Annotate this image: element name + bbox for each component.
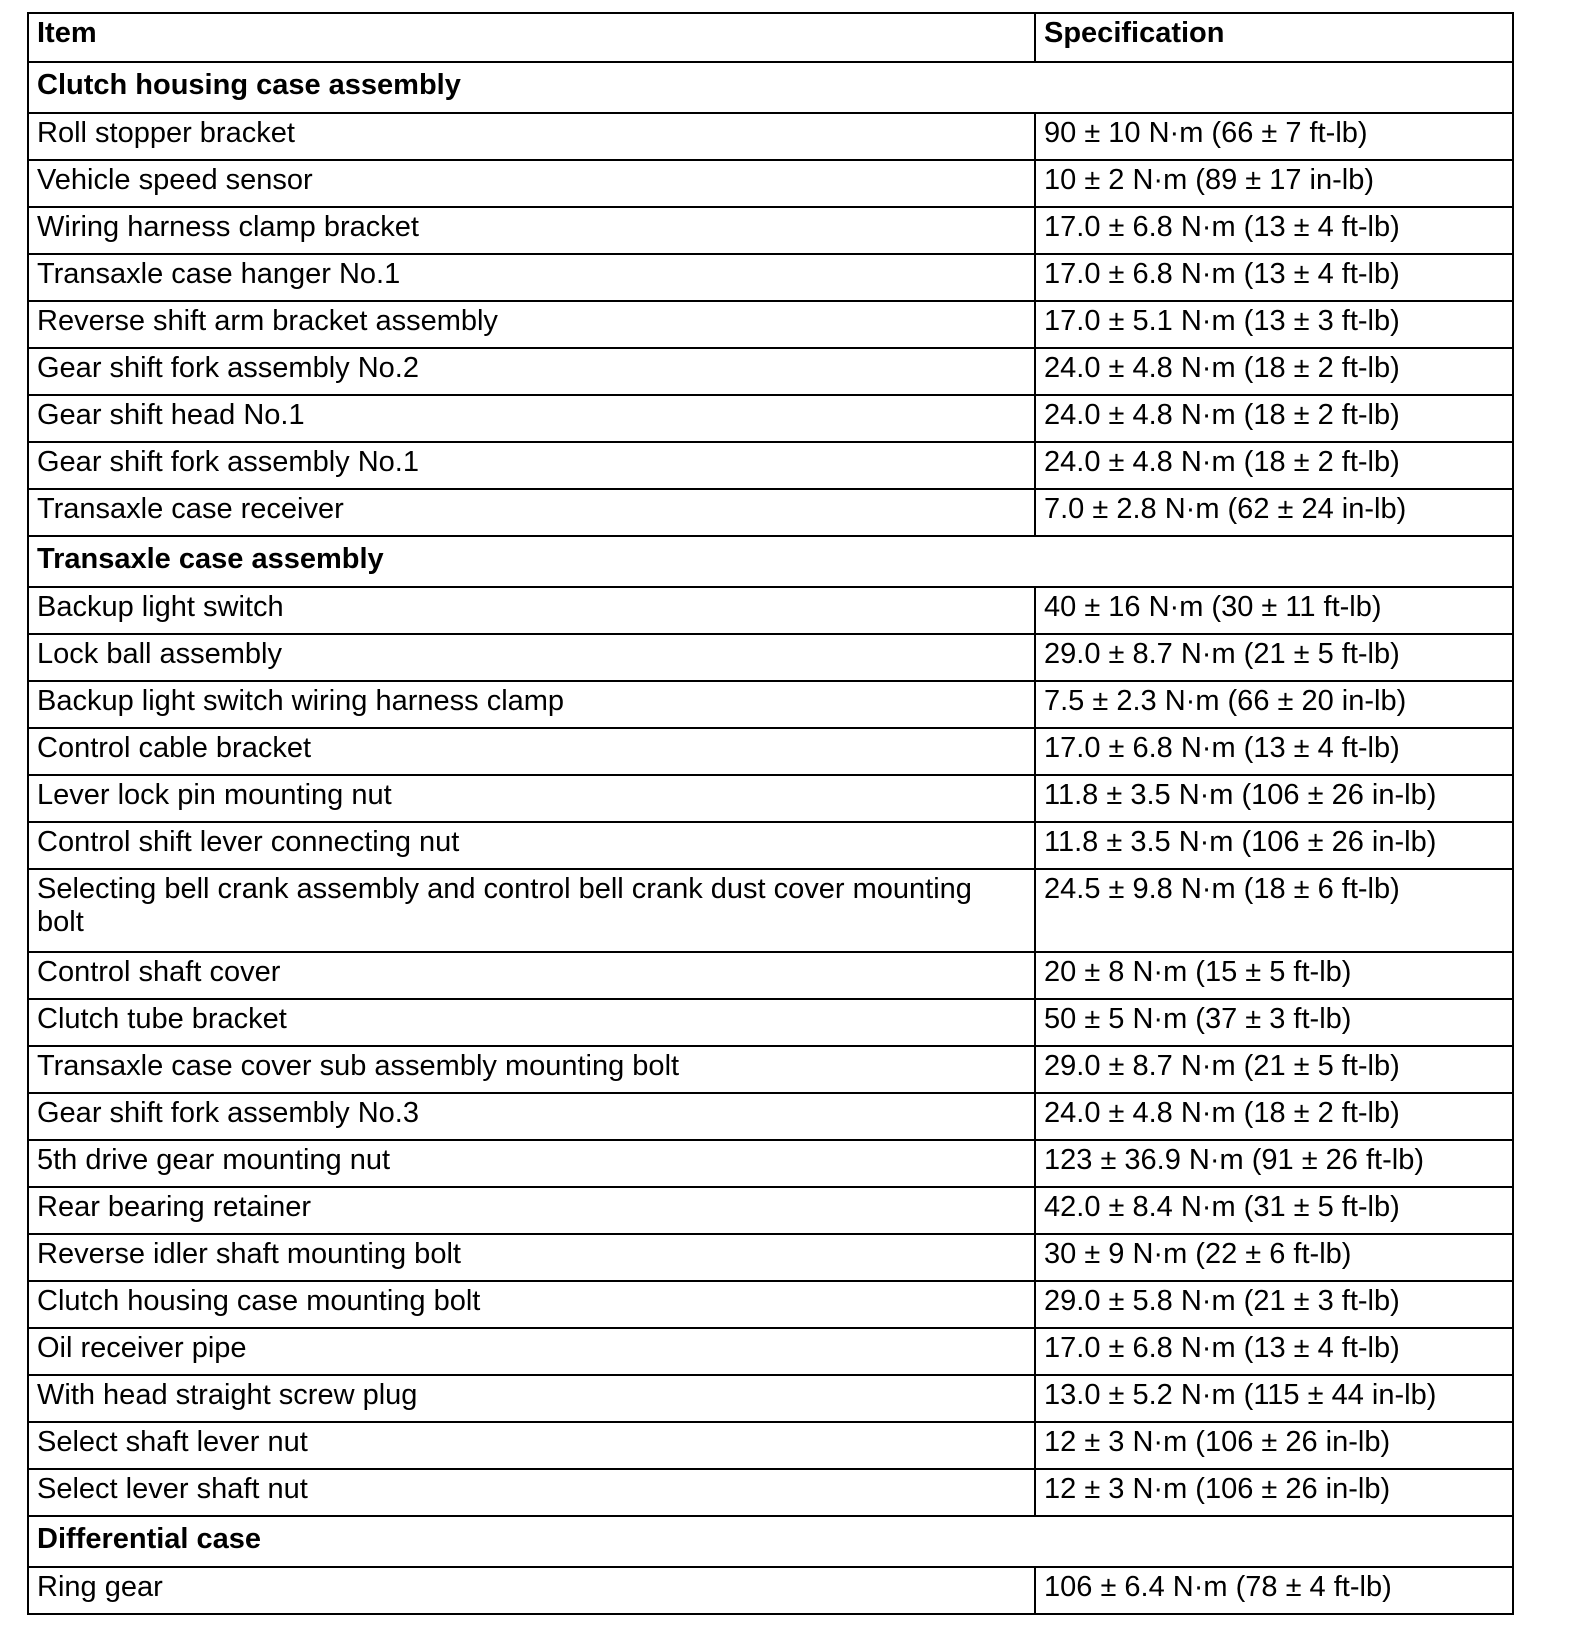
item-cell: Backup light switch wiring harness clamp [28, 681, 1035, 728]
item-cell: Roll stopper bracket [28, 113, 1035, 160]
item-cell: Reverse shift arm bracket assembly [28, 301, 1035, 348]
section-title: Clutch housing case assembly [28, 62, 1513, 113]
specification-cell: 30 ± 9 N·m (22 ± 6 ft-lb) [1035, 1234, 1513, 1281]
item-cell: Select lever shaft nut [28, 1469, 1035, 1516]
item-cell: Gear shift fork assembly No.3 [28, 1093, 1035, 1140]
item-cell: Control shaft cover [28, 952, 1035, 999]
table-body [28, 62, 1513, 1614]
specification-cell: 24.0 ± 4.8 N·m (18 ± 2 ft-lb) [1035, 348, 1513, 395]
table-row [28, 1469, 1513, 1516]
table-row [28, 999, 1513, 1046]
table-row [28, 160, 1513, 207]
table-row [28, 113, 1513, 160]
table-row [28, 1093, 1513, 1140]
specification-cell: 10 ± 2 N·m (89 ± 17 in-lb) [1035, 160, 1513, 207]
specification-cell: 12 ± 3 N·m (106 ± 26 in-lb) [1035, 1422, 1513, 1469]
specification-cell: 29.0 ± 8.7 N·m (21 ± 5 ft-lb) [1035, 1046, 1513, 1093]
header-row [28, 13, 1513, 62]
specification-cell: 17.0 ± 6.8 N·m (13 ± 4 ft-lb) [1035, 1328, 1513, 1375]
table-row [28, 1234, 1513, 1281]
item-cell: Gear shift fork assembly No.1 [28, 442, 1035, 489]
item-cell: Wiring harness clamp bracket [28, 207, 1035, 254]
specification-cell: 106 ± 6.4 N·m (78 ± 4 ft-lb) [1035, 1567, 1513, 1614]
table-row [28, 489, 1513, 536]
table-row [28, 1140, 1513, 1187]
item-cell: Transaxle case hanger No.1 [28, 254, 1035, 301]
section-header-row [28, 536, 1513, 587]
specification-cell: 17.0 ± 5.1 N·m (13 ± 3 ft-lb) [1035, 301, 1513, 348]
item-cell: Transaxle case receiver [28, 489, 1035, 536]
item-cell: Lock ball assembly [28, 634, 1035, 681]
table-row [28, 775, 1513, 822]
table-row [28, 1281, 1513, 1328]
item-cell: Clutch housing case mounting bolt [28, 1281, 1035, 1328]
section-title: Transaxle case assembly [28, 536, 1513, 587]
section-header-row [28, 62, 1513, 113]
table-row [28, 1046, 1513, 1093]
specification-cell: 24.5 ± 9.8 N·m (18 ± 6 ft-lb) [1035, 869, 1513, 952]
specification-cell: 17.0 ± 6.8 N·m (13 ± 4 ft-lb) [1035, 254, 1513, 301]
specification-cell: 7.0 ± 2.8 N·m (62 ± 24 in-lb) [1035, 489, 1513, 536]
item-cell: Select shaft lever nut [28, 1422, 1035, 1469]
table-row [28, 1567, 1513, 1614]
specification-cell: 7.5 ± 2.3 N·m (66 ± 20 in-lb) [1035, 681, 1513, 728]
table-row [28, 1328, 1513, 1375]
specification-cell: 17.0 ± 6.8 N·m (13 ± 4 ft-lb) [1035, 728, 1513, 775]
item-cell: 5th drive gear mounting nut [28, 1140, 1035, 1187]
specification-cell: 17.0 ± 6.8 N·m (13 ± 4 ft-lb) [1035, 207, 1513, 254]
item-cell: Rear bearing retainer [28, 1187, 1035, 1234]
table-row [28, 634, 1513, 681]
column-header-specification: Specification [1035, 13, 1513, 62]
specification-cell: 42.0 ± 8.4 N·m (31 ± 5 ft-lb) [1035, 1187, 1513, 1234]
table-row [28, 1422, 1513, 1469]
item-cell: Gear shift head No.1 [28, 395, 1035, 442]
item-cell: Transaxle case cover sub assembly mounting bolt [28, 1046, 1035, 1093]
item-cell: Backup light switch [28, 587, 1035, 634]
specification-cell: 50 ± 5 N·m (37 ± 3 ft-lb) [1035, 999, 1513, 1046]
item-cell: Control shift lever connecting nut [28, 822, 1035, 869]
table-row [28, 869, 1513, 952]
item-cell: Gear shift fork assembly No.2 [28, 348, 1035, 395]
item-cell: Ring gear [28, 1567, 1035, 1614]
table-row [28, 587, 1513, 634]
item-cell: Lever lock pin mounting nut [28, 775, 1035, 822]
specification-cell: 90 ± 10 N·m (66 ± 7 ft-lb) [1035, 113, 1513, 160]
torque-spec-table [27, 12, 1514, 1615]
section-header-row [28, 1516, 1513, 1567]
table-row [28, 301, 1513, 348]
item-cell: Vehicle speed sensor [28, 160, 1035, 207]
specification-cell: 20 ± 8 N·m (15 ± 5 ft-lb) [1035, 952, 1513, 999]
specification-cell: 40 ± 16 N·m (30 ± 11 ft-lb) [1035, 587, 1513, 634]
specification-cell: 12 ± 3 N·m (106 ± 26 in-lb) [1035, 1469, 1513, 1516]
table-row [28, 681, 1513, 728]
specification-cell: 13.0 ± 5.2 N·m (115 ± 44 in-lb) [1035, 1375, 1513, 1422]
column-header-item: Item [28, 13, 1035, 62]
table-row [28, 822, 1513, 869]
specification-cell: 24.0 ± 4.8 N·m (18 ± 2 ft-lb) [1035, 1093, 1513, 1140]
specification-cell: 24.0 ± 4.8 N·m (18 ± 2 ft-lb) [1035, 395, 1513, 442]
specification-cell: 11.8 ± 3.5 N·m (106 ± 26 in-lb) [1035, 775, 1513, 822]
specification-cell: 11.8 ± 3.5 N·m (106 ± 26 in-lb) [1035, 822, 1513, 869]
table-row [28, 254, 1513, 301]
item-cell: Reverse idler shaft mounting bolt [28, 1234, 1035, 1281]
table-row [28, 728, 1513, 775]
table-row [28, 442, 1513, 489]
item-cell: With head straight screw plug [28, 1375, 1035, 1422]
table-row [28, 207, 1513, 254]
specification-cell: 29.0 ± 8.7 N·m (21 ± 5 ft-lb) [1035, 634, 1513, 681]
table-row [28, 1375, 1513, 1422]
section-title: Differential case [28, 1516, 1513, 1567]
specification-cell: 24.0 ± 4.8 N·m (18 ± 2 ft-lb) [1035, 442, 1513, 489]
specification-cell: 123 ± 36.9 N·m (91 ± 26 ft-lb) [1035, 1140, 1513, 1187]
item-cell: Clutch tube bracket [28, 999, 1035, 1046]
table-row [28, 1187, 1513, 1234]
table-row [28, 348, 1513, 395]
item-cell: Selecting bell crank assembly and control bell crank dust cover mounting bolt [28, 869, 1035, 952]
item-cell: Control cable bracket [28, 728, 1035, 775]
item-cell: Oil receiver pipe [28, 1328, 1035, 1375]
table-row [28, 395, 1513, 442]
specification-cell: 29.0 ± 5.8 N·m (21 ± 3 ft-lb) [1035, 1281, 1513, 1328]
table-row [28, 952, 1513, 999]
